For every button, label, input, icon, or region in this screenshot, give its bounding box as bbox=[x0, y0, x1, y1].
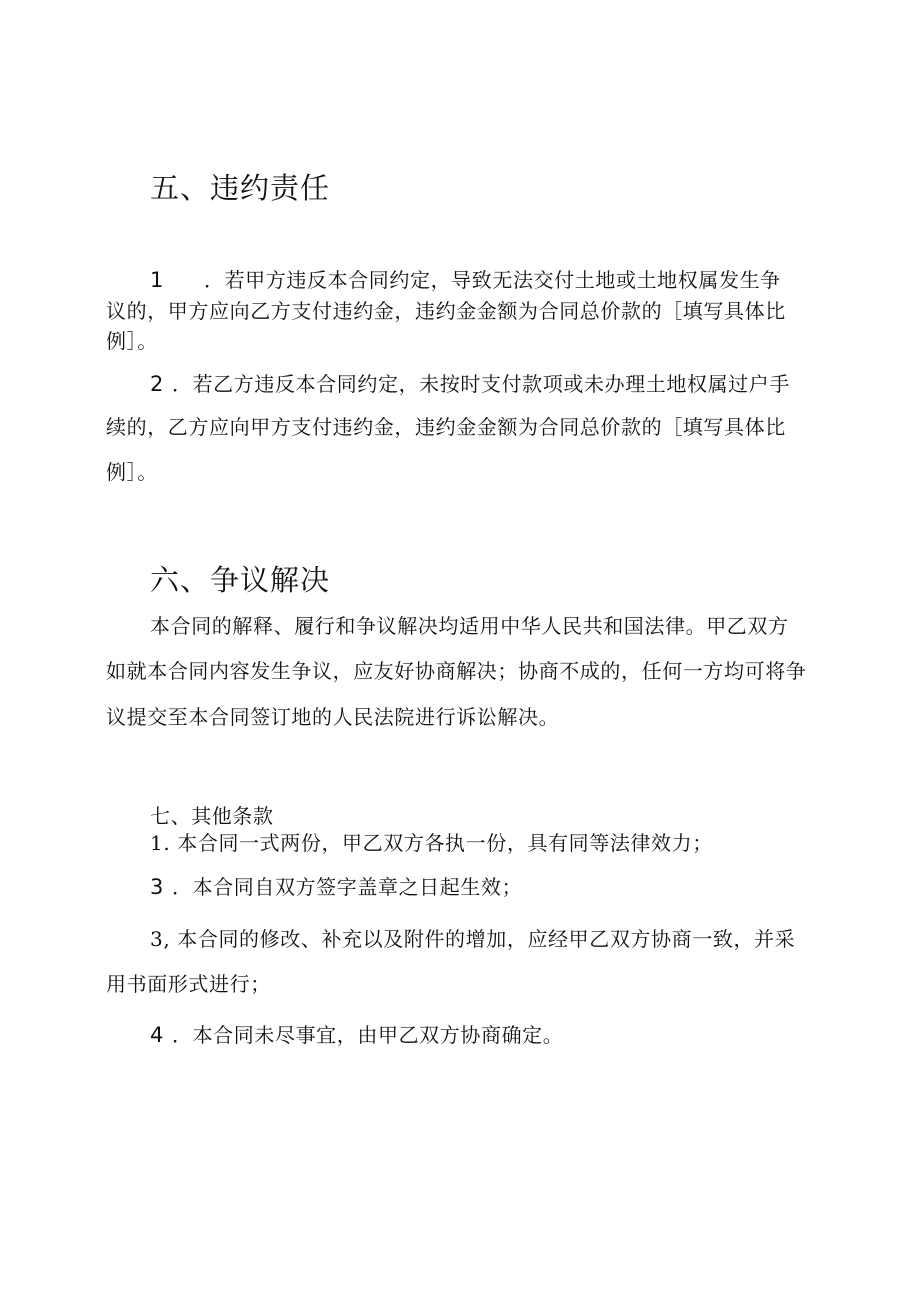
section-5-item-2-line-1 bbox=[150, 370, 790, 398]
section-7-item-3-line-1: 3, 本合同的修改、补充以及附件的增加，应经甲乙双方协商一致，并采 bbox=[150, 927, 796, 951]
section-6-line-3: 议提交至本合同签订地的人民法院进行诉讼解决。 bbox=[106, 705, 560, 729]
section-5-item-2-line-2: 续的，乙方应向甲方支付违约金，违约金金额为合同总价款的［填写具体比 bbox=[106, 415, 786, 439]
section-6-line-2: 如就本合同内容发生争议，应友好协商解决；协商不成的，任何一方均可将争 bbox=[106, 659, 807, 683]
section-5-item-1-number: 1 bbox=[150, 268, 164, 292]
section-7-item-4-number: 4 bbox=[150, 1023, 164, 1047]
section-5-item-1-text-1: ．若甲方违反本合同约定，导致无法交付土地或土地权属发生争 bbox=[203, 268, 781, 292]
section-5-item-1-line-1 bbox=[150, 266, 781, 294]
section-5-item-2-number: 2 bbox=[150, 372, 164, 396]
section-5-heading: 五、违约责任 bbox=[150, 171, 331, 205]
section-7-item-1: 1. 本合同一式两份，甲乙双方各执一份，具有同等法律效力； bbox=[150, 831, 713, 855]
section-7-heading: 七、其他条款 bbox=[150, 804, 274, 828]
section-7-item-3-line-2: 用书面形式进行； bbox=[106, 972, 271, 996]
section-7-item-4-text: ．本合同未尽事宜，由甲乙双方协商确定。 bbox=[171, 1023, 564, 1047]
section-7-item-2 bbox=[150, 873, 522, 901]
section-7-item-2-number: 3 bbox=[150, 875, 164, 899]
section-6-heading: 六、争议解决 bbox=[150, 563, 331, 597]
section-7-item-4 bbox=[150, 1021, 563, 1049]
section-5-item-2-line-3: 例］。 bbox=[106, 460, 158, 484]
section-5-item-2-text-1: ．若乙方违反本合同约定，未按时支付款项或未办理土地权属过户手 bbox=[171, 372, 790, 396]
section-6-line-1: 本合同的解释、履行和争议解决均适用中华人民共和国法律。甲乙双方 bbox=[150, 614, 789, 638]
section-5-item-1-line-2: 议的，甲方应向乙方支付违约金，违约金金额为合同总价款的［填写具体比 bbox=[106, 299, 786, 323]
section-7-item-2-text: ．本合同自双方签字盖章之日起生效； bbox=[171, 875, 523, 899]
section-5-item-1-line-3: 例］。 bbox=[106, 329, 158, 353]
